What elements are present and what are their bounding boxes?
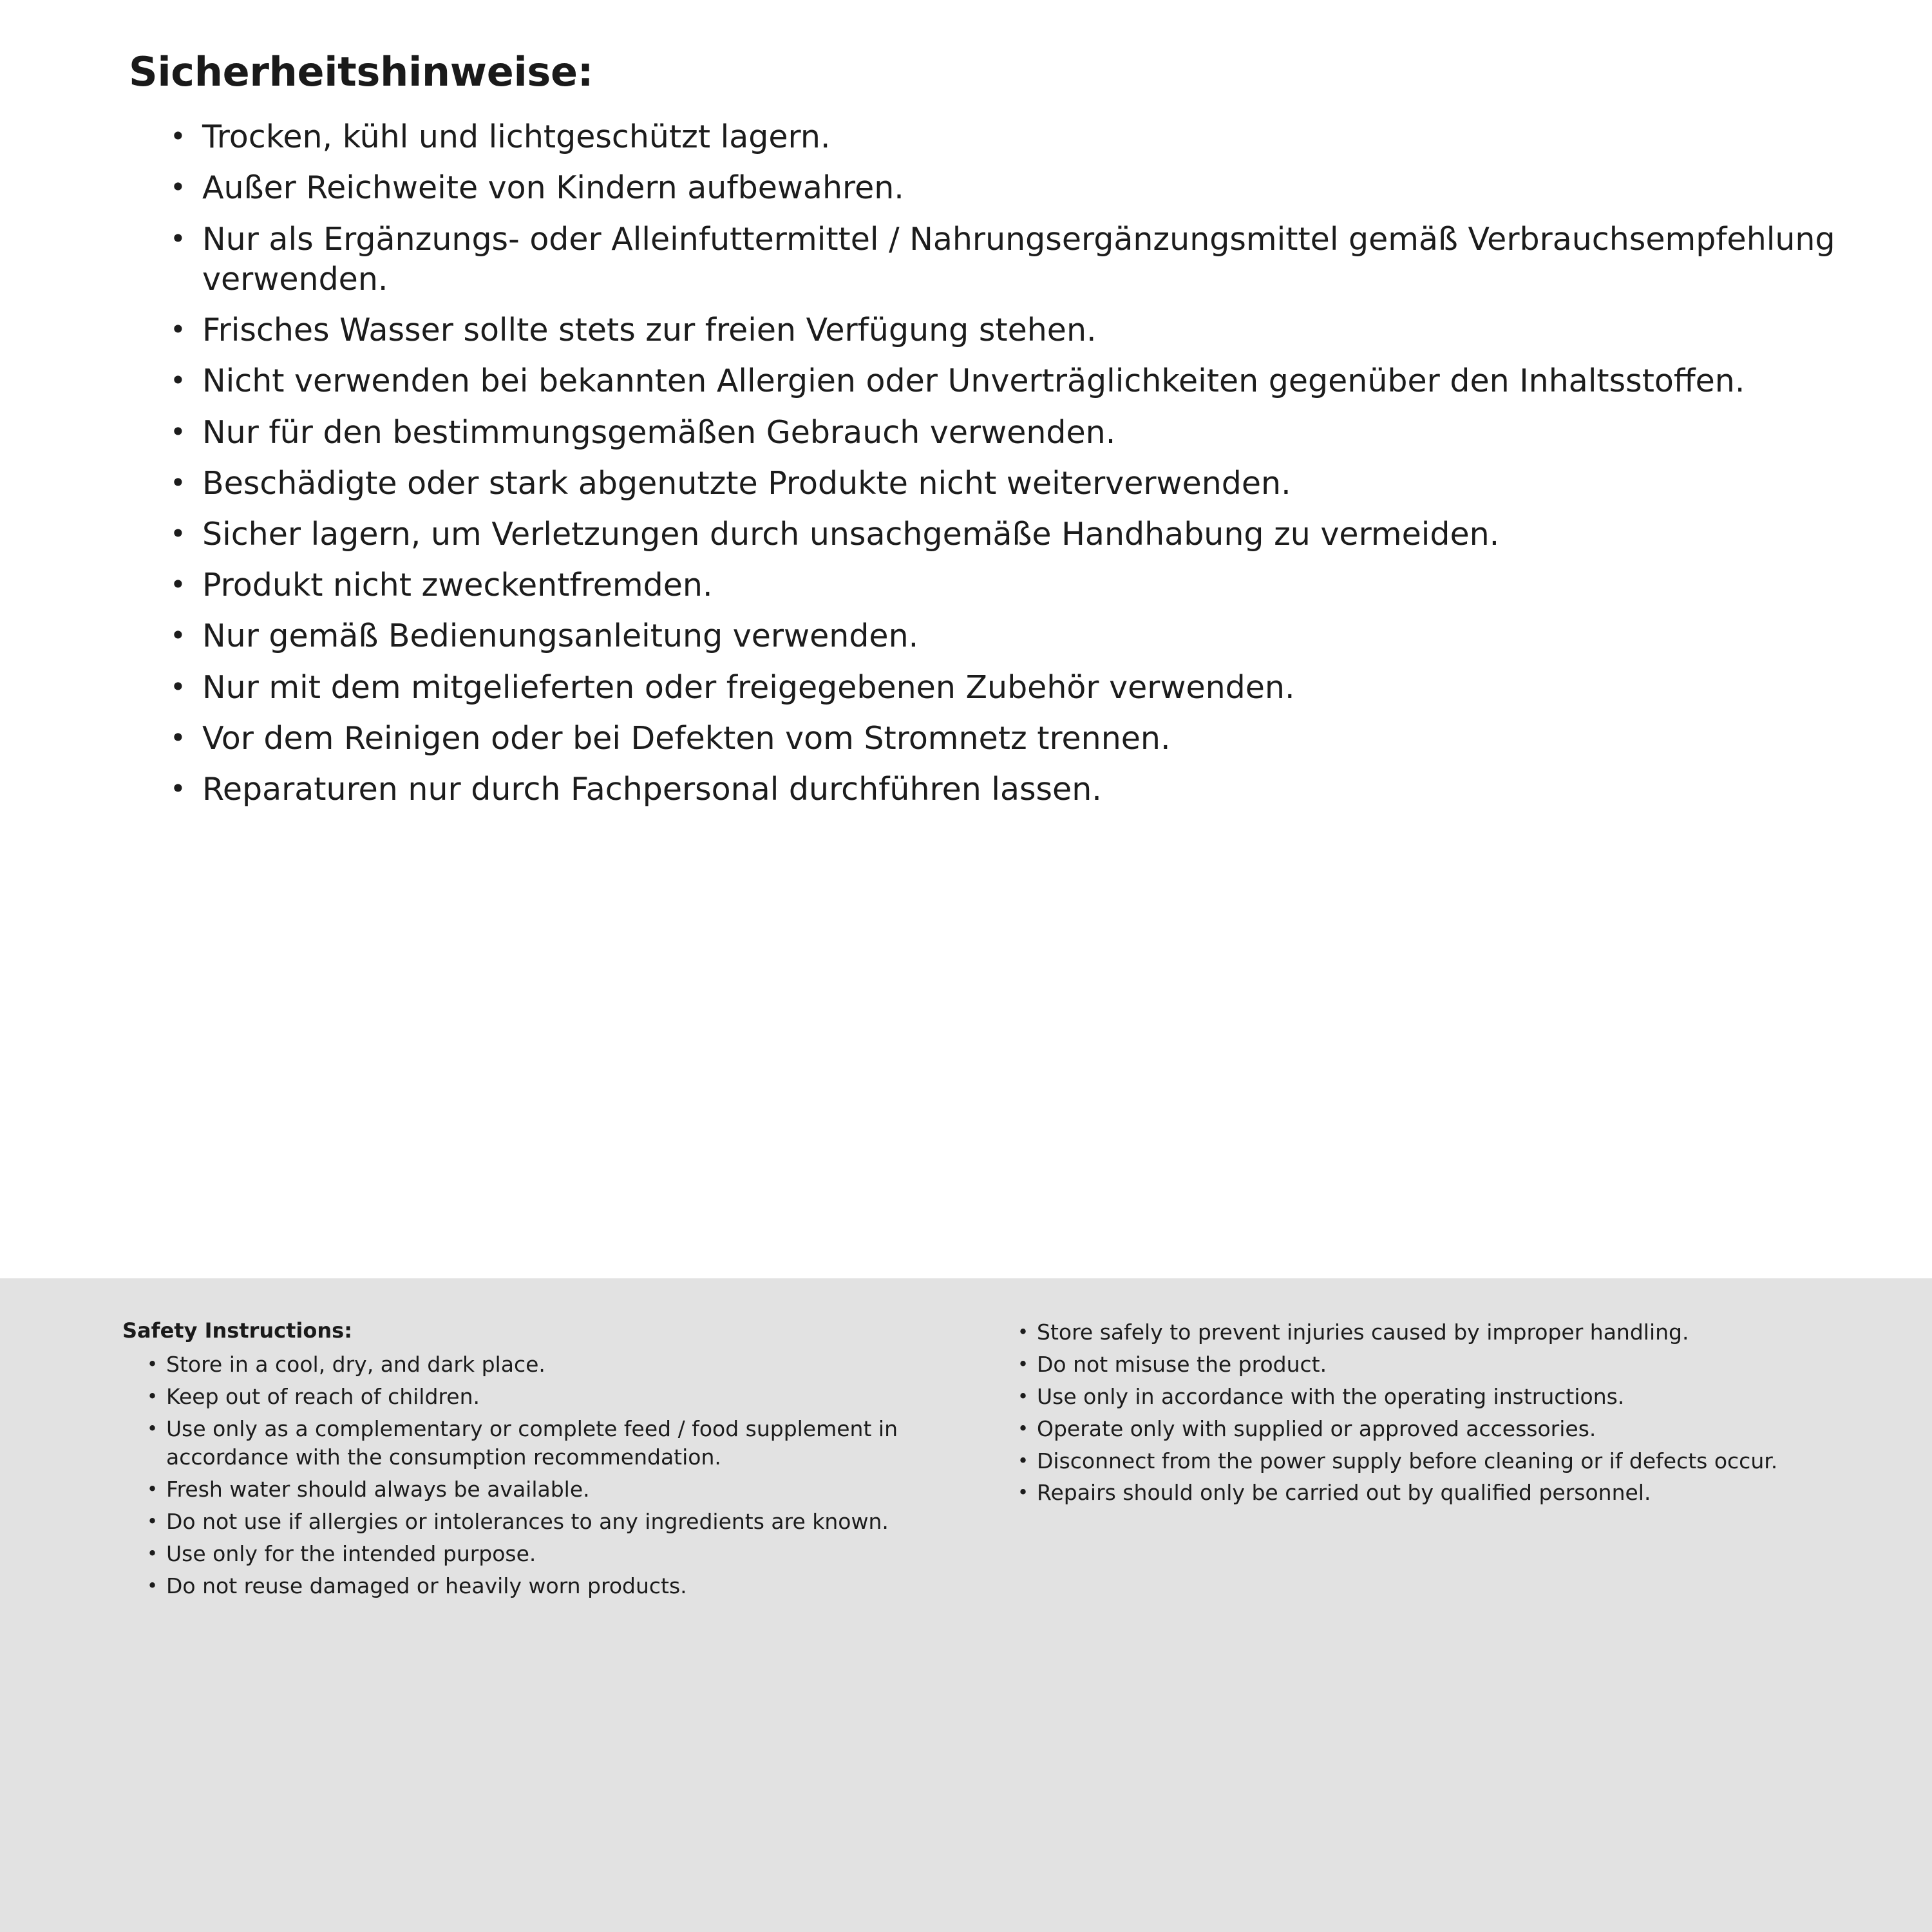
list-item bbox=[1018, 1350, 1855, 1379]
list-item bbox=[166, 168, 1835, 208]
english-right-column bbox=[1018, 1318, 1855, 1604]
list-item-text: Reparaturen nur durch Fachpersonal durchführen lassen. bbox=[202, 771, 1102, 808]
bullet-icon: • bbox=[1018, 1385, 1029, 1407]
list-item-text: Use only as a complementary or complete feed / food supplement in accordance with the consumption recommendation. bbox=[166, 1416, 898, 1470]
list-item-text: Fresh water should always be available. bbox=[166, 1476, 590, 1502]
list-item-text: Beschädigte oder stark abgenutzte Produkte nicht weiterverwenden. bbox=[202, 464, 1291, 502]
list-item bbox=[166, 220, 1835, 299]
list-item bbox=[166, 464, 1835, 504]
german-safety-list bbox=[129, 117, 1835, 810]
list-item bbox=[147, 1415, 960, 1472]
list-item bbox=[147, 1572, 960, 1600]
bullet-icon: • bbox=[147, 1353, 158, 1376]
list-item-text: Store safely to prevent injuries caused by improper handling. bbox=[1037, 1320, 1689, 1345]
bullet-icon: • bbox=[170, 222, 186, 254]
bullet-icon: • bbox=[170, 620, 186, 652]
list-item-text: Nur gemäß Bedienungsanleitung verwenden. bbox=[202, 618, 919, 655]
list-item-text: Frisches Wasser sollte stets zur freien Verfügung stehen. bbox=[202, 312, 1097, 349]
list-item-text: Außer Reichweite von Kindern aufbewahren. bbox=[202, 169, 904, 207]
bullet-icon: • bbox=[170, 314, 186, 346]
bullet-icon: • bbox=[170, 466, 186, 498]
list-item-text: Do not reuse damaged or heavily worn products. bbox=[166, 1573, 687, 1598]
list-item-text: Store in a cool, dry, and dark place. bbox=[166, 1352, 545, 1378]
list-item bbox=[147, 1475, 960, 1504]
list-item bbox=[1018, 1479, 1855, 1507]
list-item-text: Do not misuse the product. bbox=[1037, 1351, 1327, 1377]
bullet-icon: • bbox=[147, 1542, 158, 1564]
english-safety-section bbox=[0, 1278, 1932, 1932]
list-item bbox=[166, 117, 1835, 157]
list-item bbox=[166, 668, 1835, 708]
bullet-icon: • bbox=[170, 569, 186, 601]
bullet-icon: • bbox=[170, 670, 186, 703]
list-item bbox=[1018, 1383, 1855, 1411]
bullet-icon: • bbox=[170, 517, 186, 549]
bullet-icon: • bbox=[147, 1385, 158, 1408]
english-columns bbox=[122, 1318, 1855, 1604]
list-item-text: Trocken, kühl und lichtgeschützt lagern. bbox=[202, 118, 831, 156]
list-item bbox=[166, 413, 1835, 453]
bullet-icon: • bbox=[147, 1417, 158, 1440]
list-item-text: Keep out of reach of children. bbox=[166, 1384, 480, 1410]
bullet-icon: • bbox=[147, 1477, 158, 1500]
list-item bbox=[147, 1508, 960, 1536]
list-item-text: Do not use if allergies or intolerances to any ingredients are known. bbox=[166, 1508, 889, 1534]
german-section-title: Sicherheitshinweise: bbox=[129, 48, 594, 95]
list-item bbox=[1018, 1447, 1855, 1475]
list-item bbox=[166, 770, 1835, 810]
list-item-text: Nicht verwenden bei bekannten Allergien oder Unverträglichkeiten gegenüber den Inhaltsstoffen. bbox=[202, 363, 1745, 400]
english-left-column bbox=[122, 1318, 960, 1604]
list-item-text: Use only in accordance with the operating instructions. bbox=[1037, 1383, 1625, 1409]
bullet-icon: • bbox=[170, 773, 186, 805]
bullet-icon: • bbox=[1018, 1449, 1029, 1472]
bullet-icon: • bbox=[170, 721, 186, 753]
bullet-icon: • bbox=[170, 171, 186, 204]
english-safety-list-left bbox=[122, 1350, 960, 1600]
list-item bbox=[1018, 1318, 1855, 1347]
bullet-icon: • bbox=[1018, 1417, 1029, 1439]
list-item bbox=[147, 1540, 960, 1568]
bullet-icon: • bbox=[170, 120, 186, 153]
english-safety-list-right bbox=[1018, 1318, 1855, 1507]
list-item-text: Produkt nicht zweckentfremden. bbox=[202, 567, 713, 604]
list-item-text: Operate only with supplied or approved accessories. bbox=[1037, 1416, 1596, 1441]
list-item bbox=[166, 515, 1835, 554]
list-item-text: Sicher lagern, um Verletzungen durch unsachgemäße Handhabung zu vermeiden. bbox=[202, 515, 1500, 553]
bullet-icon: • bbox=[170, 415, 186, 448]
list-item bbox=[147, 1350, 960, 1379]
list-item-text: Nur als Ergänzungs- oder Alleinfuttermittel / Nahrungsergänzungsmittel gemäß Verbrauchsempfehlung verwenden. bbox=[202, 220, 1835, 298]
list-item-text: Nur mit dem mitgelieferten oder freigegebenen Zubehör verwenden. bbox=[202, 668, 1295, 706]
bullet-icon: • bbox=[147, 1510, 158, 1532]
list-item bbox=[166, 565, 1835, 605]
bullet-icon: • bbox=[1018, 1321, 1029, 1343]
list-item-text: Use only for the intended purpose. bbox=[166, 1540, 536, 1566]
bullet-icon: • bbox=[1018, 1481, 1029, 1504]
bullet-icon: • bbox=[170, 365, 186, 397]
english-section-title: Safety Instructions: bbox=[122, 1318, 352, 1343]
bullet-icon: • bbox=[1018, 1352, 1029, 1375]
list-item bbox=[166, 616, 1835, 656]
list-item bbox=[147, 1383, 960, 1411]
list-item bbox=[166, 361, 1835, 401]
list-item bbox=[1018, 1415, 1855, 1443]
list-item bbox=[166, 310, 1835, 350]
list-item bbox=[166, 719, 1835, 759]
bullet-icon: • bbox=[147, 1574, 158, 1596]
list-item-text: Disconnect from the power supply before cleaning or if defects occur. bbox=[1037, 1448, 1778, 1473]
list-item-text: Vor dem Reinigen oder bei Defekten vom Stromnetz trennen. bbox=[202, 719, 1171, 757]
list-item-text: Repairs should only be carried out by qualified personnel. bbox=[1037, 1480, 1651, 1506]
list-item-text: Nur für den bestimmungsgemäßen Gebrauch verwenden. bbox=[202, 413, 1116, 451]
